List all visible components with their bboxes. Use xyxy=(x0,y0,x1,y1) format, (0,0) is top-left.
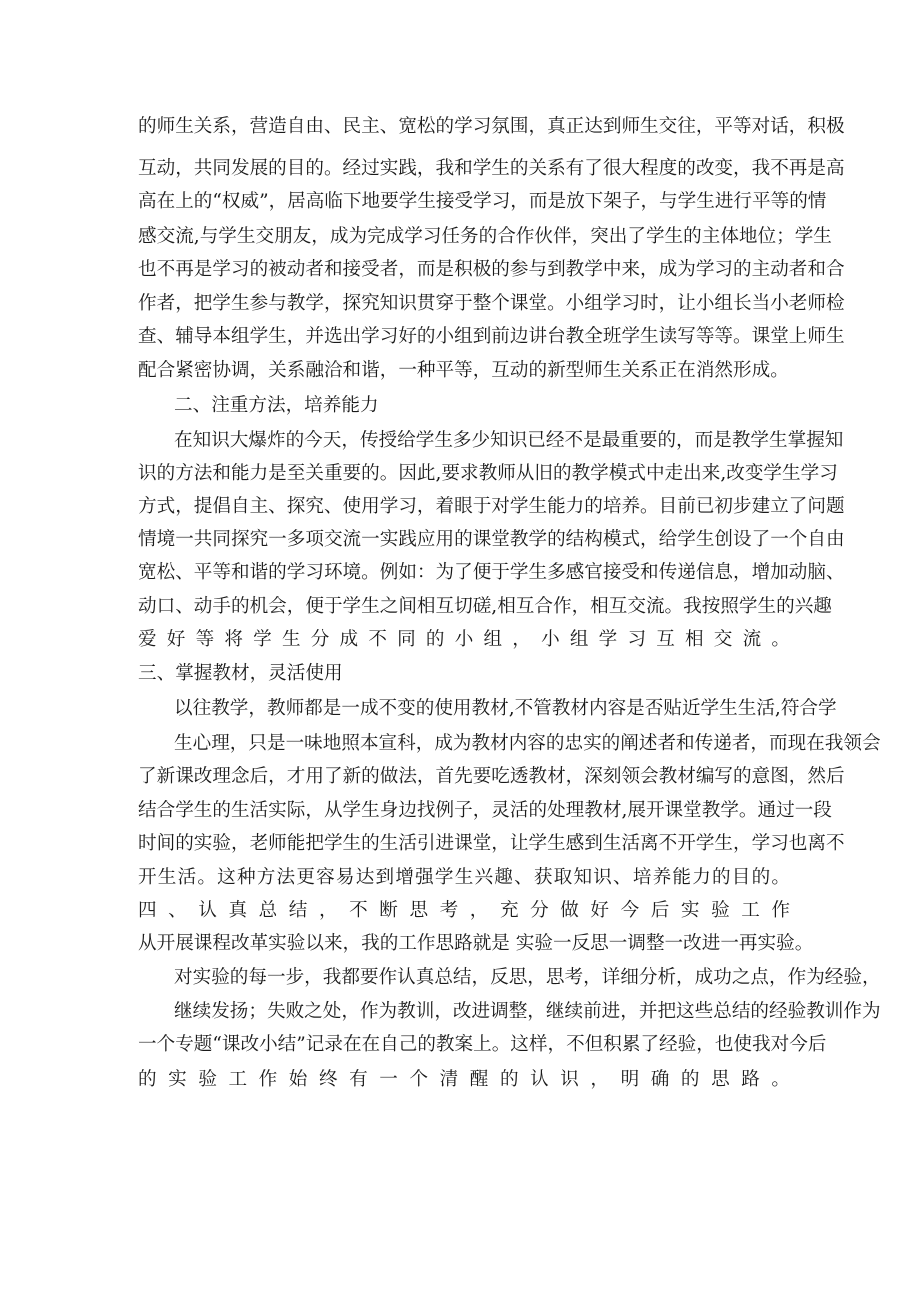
paragraph-line: 动口、动手的机会，便于学生之间相互切磋,相互合作，相互交流。我按照学生的兴趣 xyxy=(138,596,832,617)
section-heading: 以往教学，教师都是一成不变的使用教材,不管教材内容是否贴近学生生活,符合学 xyxy=(174,698,837,719)
paragraph-line: 继续发扬；失败之处，作为教训，改进调整，继续前进，并把这些总结的经验教训作为 xyxy=(174,1001,881,1022)
paragraph-line: 互动，共同发展的目的。经过实践，我和学生的关系有了很大程度的改变，我不再是高 xyxy=(138,158,845,179)
section-heading: 二、注重方法，培养能力 xyxy=(174,395,379,416)
paragraph-line xyxy=(138,1163,790,1196)
paragraph-line: 配合紧密协调，关系融洽和谐，一种平等，互动的新型师生关系正在消然形成。 xyxy=(138,360,789,381)
paragraph-line: 感交流,与学生交朋友，成为完成学习任务的合作伙伴，突出了学生的主体地位；学生 xyxy=(138,226,832,247)
paragraph-line: 生心理，只是一味地照本宣科，成为教材内容的忠实的阐述者和传递者，而现在我领会 xyxy=(174,733,881,754)
paragraph-line: 从开展课程改革实验以来，我的工作思路就是 实验一反思一调整一改进一再实验。 xyxy=(138,933,814,954)
paragraph-line: 在知识大爆炸的今天，传授给学生多少知识已经不是最重要的，而是教学生掌握知 xyxy=(174,430,844,451)
paragraph-line: 三、掌握教材，灵活使用 xyxy=(138,663,343,684)
paragraph-line: 作者，把学生参与教学，探究知识贯穿于整个课堂。小组学习时，让小组长当小老师检 xyxy=(138,293,845,314)
paragraph-line: 的师生关系，营造自由、民主、宽松的学习氛围，真正达到师生交往，平等对话，积极 xyxy=(138,116,845,137)
paragraph-line: 方式，提倡自主、探究、使用学习，着眼于对学生能力的培养。目前已初步建立了问题 xyxy=(138,496,845,517)
paragraph-line: 也不再是学习的被动者和接受者，而是积极的参与到教学中来，成为学习的主动者和合 xyxy=(138,259,845,280)
paragraph-line: 一个专题“课改小结”记录在在自己的教案上。这样，不但积累了经验，也使我对今后 xyxy=(138,1034,827,1055)
paragraph-line: 查、辅导本组学生，并选出学习好的小组到前边讲台教全班学生读写等等。课堂上师生 xyxy=(138,326,845,347)
paragraph-line: 的实验工作始终有一个清醒的认识，明确的思路。 xyxy=(138,1069,790,1090)
paragraph-line: 四、认真总结，不断思考，充分做好今后实验工作 xyxy=(138,900,790,921)
paragraph-line: 时间的实验，老师能把学生的生活引进课堂，让学生感到生活离不开学生，学习也离不 xyxy=(138,833,845,854)
paragraph-line: 宽松、平等和谐的学习环境。例如：为了便于学生多感官接受和传递信息，增加动脑、 xyxy=(138,562,845,583)
paragraph-line: 了新课改理念后，才用了新的做法，首先要吃透教材，深刻领会教材编写的意图，然后 xyxy=(138,766,845,787)
paragraph-line: 识的方法和能力是至关重要的。因此,要求教师从旧的教学模式中走出来,改变学生学习 xyxy=(138,463,838,484)
paragraph-line xyxy=(138,1129,790,1162)
paragraph-line: 爱好等将学生分成不同的小组，小组学习互相交流。 xyxy=(138,629,790,650)
section-heading: 对实验的每一步，我都要作认真总结，反思，思考，详细分析，成功之点，作为经验， xyxy=(174,967,881,988)
paragraph-line: 情境一共同探究一多项交流一实践应用的课堂教学的结构模式，给学生创设了一个自由 xyxy=(138,529,845,550)
paragraph-line: 结合学生的生活实际，从学生身边找例子，灵活的处理教材,展开课堂教学。通过一段 xyxy=(138,800,832,821)
paragraph-line xyxy=(138,1096,790,1129)
paragraph-line: 开生活。这种方法更容易达到增强学生兴趣、获取知识、培养能力的目的。 xyxy=(138,867,790,888)
paragraph-line: 高在上的“权威”，居高临下地要学生接受学习，而是放下架子，与学生进行平等的情 xyxy=(138,191,827,212)
